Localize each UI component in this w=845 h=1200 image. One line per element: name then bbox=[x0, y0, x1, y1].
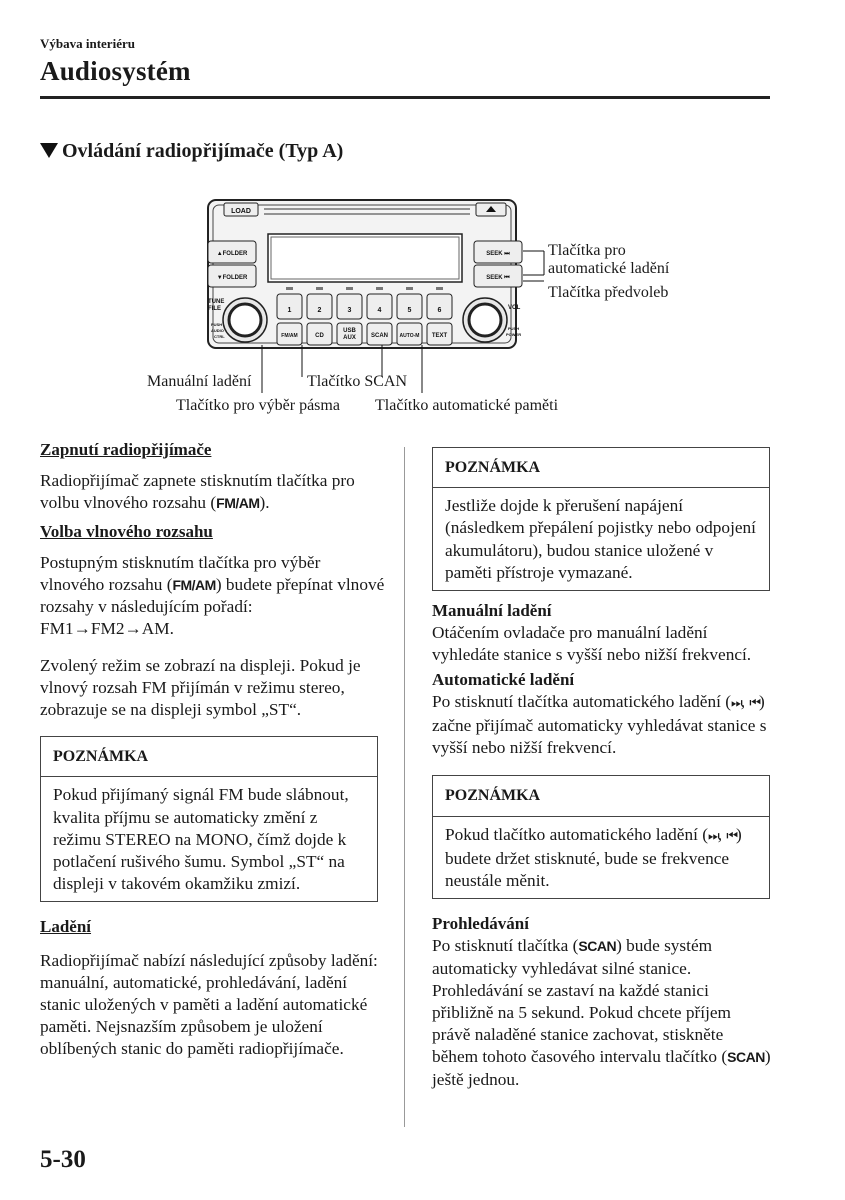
paragraph-band-select bbox=[40, 552, 385, 641]
ctrl-label: CTRL bbox=[214, 334, 225, 339]
seek-next-icon: ⏭ bbox=[708, 828, 718, 844]
radio-diagram bbox=[140, 195, 560, 355]
note-box-memory bbox=[432, 447, 770, 591]
callout-scan-button: Tlačítko SCAN bbox=[307, 373, 407, 390]
preset-label: 4 bbox=[377, 307, 382, 314]
push-power-label-1: PUSH bbox=[508, 326, 520, 331]
note-body: Pokud přijímaný signál FM bude slábnout, kvalita příjmu se automaticky změní z režimu STEREO na MONO, čímž dojde k potlačení rušivého šumu. Symbol „ST“ na displeji v takovém okamžiku zmizí. bbox=[53, 785, 349, 894]
column-divider bbox=[404, 447, 405, 1127]
function-button-label: SCAN bbox=[370, 333, 389, 339]
file-label: FILE bbox=[208, 306, 221, 312]
text: , bbox=[740, 691, 750, 711]
preset-indicator bbox=[316, 287, 323, 290]
right-column bbox=[432, 447, 772, 1091]
page-number: 5-30 bbox=[40, 1146, 86, 1173]
seek-prev-icon: ⏮ bbox=[749, 695, 760, 711]
heading-auto-tuning: Automatické ladění bbox=[432, 669, 575, 689]
note-box-seek bbox=[432, 775, 770, 899]
heading-tuning: Ladění bbox=[40, 917, 92, 937]
preset-indicator bbox=[436, 287, 443, 290]
folder-up-button: ▲FOLDER bbox=[216, 251, 248, 257]
section-title: Ovládání radiopřijímače (Typ A) bbox=[62, 140, 344, 162]
text: ) budete držet stisknuté, bude se frekvence neustále měnit. bbox=[445, 824, 742, 891]
function-button-label: USB bbox=[343, 328, 356, 334]
heading-scan: Prohledávání bbox=[432, 914, 529, 934]
note-heading: POZNÁMKA bbox=[41, 737, 377, 777]
text: Po stisknutí tlačítka automatického ladění ( bbox=[432, 691, 731, 711]
fmam-key-icon: FM/AM bbox=[172, 577, 216, 594]
text: Pokud tlačítko automatického ladění ( bbox=[445, 824, 708, 844]
callout-auto-memory: Tlačítko automatické paměti bbox=[375, 397, 559, 414]
text: ) bude systém automaticky vyhledávat silné stanice. Prohledávání se zastaví na každé stanici přibližně na 5 sekund. Pokud chcete příjem právě naladěné stanice zachovat, stiskněte během tohoto časového intervalu tlačítko ( bbox=[432, 936, 731, 1067]
tune-label: TUNE bbox=[208, 299, 225, 305]
preset-indicator bbox=[406, 287, 413, 290]
preset-label: 1 bbox=[287, 307, 292, 314]
fmam-key-icon: FM/AM bbox=[216, 495, 260, 512]
triangle-down-icon bbox=[40, 143, 58, 158]
text: , bbox=[717, 824, 727, 844]
preset-indicator bbox=[346, 287, 353, 290]
callout-presets: Tlačítka předvoleb bbox=[548, 284, 669, 301]
preset-indicator bbox=[286, 287, 293, 290]
function-button-label: AUTO-M bbox=[399, 333, 420, 339]
paragraph-radio-on bbox=[40, 470, 385, 514]
seek-next-icon: ⏭ bbox=[731, 695, 741, 711]
chapter-label: Výbava interiéru bbox=[40, 36, 135, 51]
text: ). bbox=[259, 493, 270, 513]
heading-radio-on: Zapnutí radiopřijímače bbox=[40, 440, 212, 459]
text: ) ještě jednou. bbox=[432, 1047, 771, 1089]
paragraph-tuning: Radiopřijímač nabízí následující způsoby ladění: manuální, automatické, prohledávání, ladění stanic uložených v paměti a ladění automatické paměti. Nejsnazším způsobem je uložení oblíbených stanic do paměti radiopřijímače. bbox=[40, 950, 378, 1059]
push-power-label-2: POWER bbox=[506, 332, 522, 337]
vol-label: VOL bbox=[508, 305, 521, 311]
note-heading: POZNÁMKA bbox=[433, 448, 769, 488]
function-button-label: FM/AM bbox=[281, 333, 298, 339]
scan-key-icon: SCAN bbox=[578, 938, 617, 955]
title-rule bbox=[40, 96, 770, 99]
text: Radiopřijímač zapnete stisknutím tlačítka pro volbu vlnového rozsahu ( bbox=[40, 471, 355, 513]
preset-label: 2 bbox=[317, 307, 322, 314]
text: Po stisknutí tlačítka ( bbox=[432, 936, 579, 956]
folder-down-button: ▼FOLDER bbox=[216, 275, 248, 281]
preset-indicator bbox=[376, 287, 383, 290]
function-button bbox=[337, 323, 362, 345]
text: ) začne přijímač automaticky vyhledávat stanice s vyšší nebo nižší frekvencí. bbox=[432, 691, 767, 758]
paragraph-scan bbox=[432, 935, 772, 1090]
note-box-stereo bbox=[40, 736, 378, 902]
heading-band-select: Volba vlnového rozsahu bbox=[40, 521, 213, 541]
function-button-label: CD bbox=[315, 333, 324, 339]
heading-manual-tuning: Manuální ladění bbox=[432, 601, 552, 621]
left-column bbox=[40, 439, 385, 1061]
paragraph-auto-tuning bbox=[432, 691, 772, 760]
preset-label: 5 bbox=[407, 307, 412, 314]
preset-label: 3 bbox=[347, 307, 352, 314]
note-body bbox=[433, 817, 769, 899]
callout-seek-line2: automatické ladění bbox=[548, 260, 670, 277]
function-button-label: TEXT bbox=[431, 333, 448, 339]
seek-prev-icon: ⏮ bbox=[726, 828, 737, 844]
callout-manual-tuning: Manuální ladění bbox=[147, 373, 252, 390]
load-button: LOAD bbox=[231, 208, 251, 215]
audio-label: AUDIO bbox=[211, 328, 224, 333]
paragraph-manual-tuning: Otáčením ovladače pro manuální ladění vyhledáte stanice s vyšší nebo nižší frekvencí. bbox=[432, 623, 752, 665]
note-heading: POZNÁMKA bbox=[433, 776, 769, 816]
seek-up-button: SEEK ⏭ bbox=[486, 251, 510, 257]
text: ) budete přepínat vlnové rozsahy v následujícím pořadí: FM1→FM2→AM. bbox=[40, 575, 385, 639]
callout-seek-line1: Tlačítka pro bbox=[548, 242, 626, 259]
text: Postupným stisknutím tlačítka pro výběr vlnového rozsahu ( bbox=[40, 552, 321, 595]
paragraph-display: Zvolený režim se zobrazí na displeji. Pokud je vlnový rozsah FM přijímán v režimu stereo, zobrazuje se na displeji symbol „ST“. bbox=[40, 655, 361, 720]
section-heading bbox=[40, 140, 343, 163]
scan-key-icon: SCAN bbox=[727, 1049, 765, 1066]
preset-label: 6 bbox=[437, 307, 442, 314]
note-body: Jestliže dojde k přerušení napájení (následkem přepálení pojistky nebo odpojení akumulátoru), budou stanice uložené v paměti přístroje vymazané. bbox=[445, 496, 756, 582]
page-title: Audiosystém bbox=[40, 56, 191, 86]
function-button-label: AUX bbox=[343, 335, 356, 341]
callout-band-button: Tlačítko pro výběr pásma bbox=[176, 397, 340, 414]
push-label: PUSH bbox=[211, 322, 223, 327]
seek-down-button: SEEK ⏮ bbox=[486, 275, 510, 281]
